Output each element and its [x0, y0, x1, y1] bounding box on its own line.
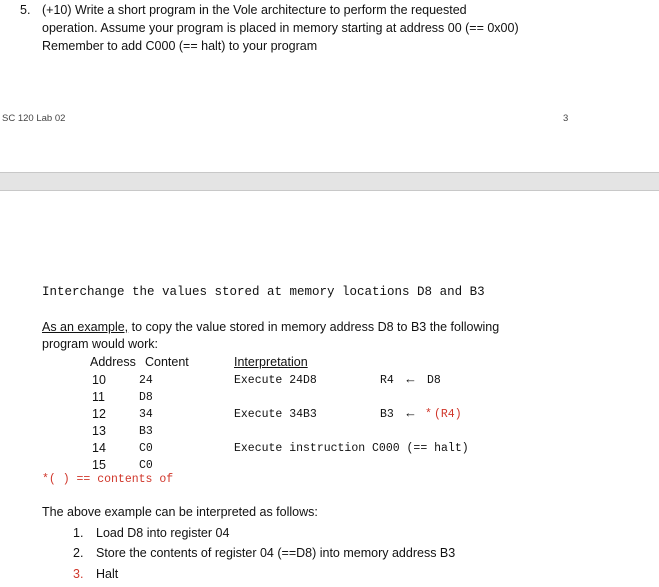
step-text: Halt	[96, 567, 119, 581]
left-arrow-icon: ←	[404, 405, 417, 420]
row-address: 11	[92, 390, 105, 404]
interp-execute: Execute 34B3	[234, 408, 317, 421]
question-line-1: (+10) Write a short program in the Vole architecture to perform the requested	[42, 3, 467, 17]
legend-contents-of: *( ) == contents of	[42, 473, 174, 486]
question-line-2: operation. Assume your program is placed in memory starting at address 00 (== 0x00)	[42, 21, 519, 35]
step-text: Load D8 into register 04	[96, 526, 230, 540]
interp-value: (R4)	[434, 408, 462, 421]
header-interpretation: Interpretation	[234, 355, 308, 369]
task-statement: Interchange the values stored at memory locations D8 and B3	[42, 285, 485, 299]
explanation-intro: The above example can be interpreted as follows:	[42, 505, 318, 519]
footer-page-number: 3	[563, 113, 569, 124]
row-content: 34	[139, 408, 153, 421]
row-content: D8	[139, 391, 153, 404]
example-intro-line-2: program would work:	[42, 337, 159, 351]
row-address: 14	[92, 441, 106, 455]
left-arrow-icon: ←	[404, 371, 417, 386]
interp-execute: Execute instruction C000 (== halt)	[234, 442, 469, 455]
step-number: 2.	[73, 546, 84, 560]
row-address: 10	[92, 373, 106, 387]
header-address: Address	[90, 355, 136, 369]
interp-register: B3	[380, 408, 394, 421]
page-break-band	[0, 172, 659, 191]
row-content: C0	[139, 442, 153, 455]
footer-course: SC 120 Lab 02	[2, 113, 66, 124]
step-number: 1.	[73, 526, 84, 540]
interp-register: R4	[380, 374, 394, 387]
step-number: 3.	[73, 567, 84, 581]
example-intro-underlined: As an example,	[42, 320, 129, 334]
interp-star: *	[425, 408, 432, 421]
interp-value: D8	[427, 374, 441, 387]
row-address: 12	[92, 407, 106, 421]
header-content: Content	[145, 355, 189, 369]
example-intro	[42, 320, 499, 334]
interp-execute: Execute 24D8	[234, 374, 317, 387]
step-text: Store the contents of register 04 (==D8) into memory address B3	[96, 546, 456, 560]
question-number: 5.	[20, 3, 31, 17]
row-content: B3	[139, 425, 153, 438]
row-content: C0	[139, 459, 153, 472]
question-line-3: Remember to add C000 (== halt) to your program	[42, 39, 318, 53]
row-content: 24	[139, 374, 153, 387]
row-address: 13	[92, 424, 106, 438]
example-intro-rest: to copy the value stored in memory address D8 to B3 the following	[128, 320, 500, 334]
row-address: 15	[92, 458, 106, 472]
